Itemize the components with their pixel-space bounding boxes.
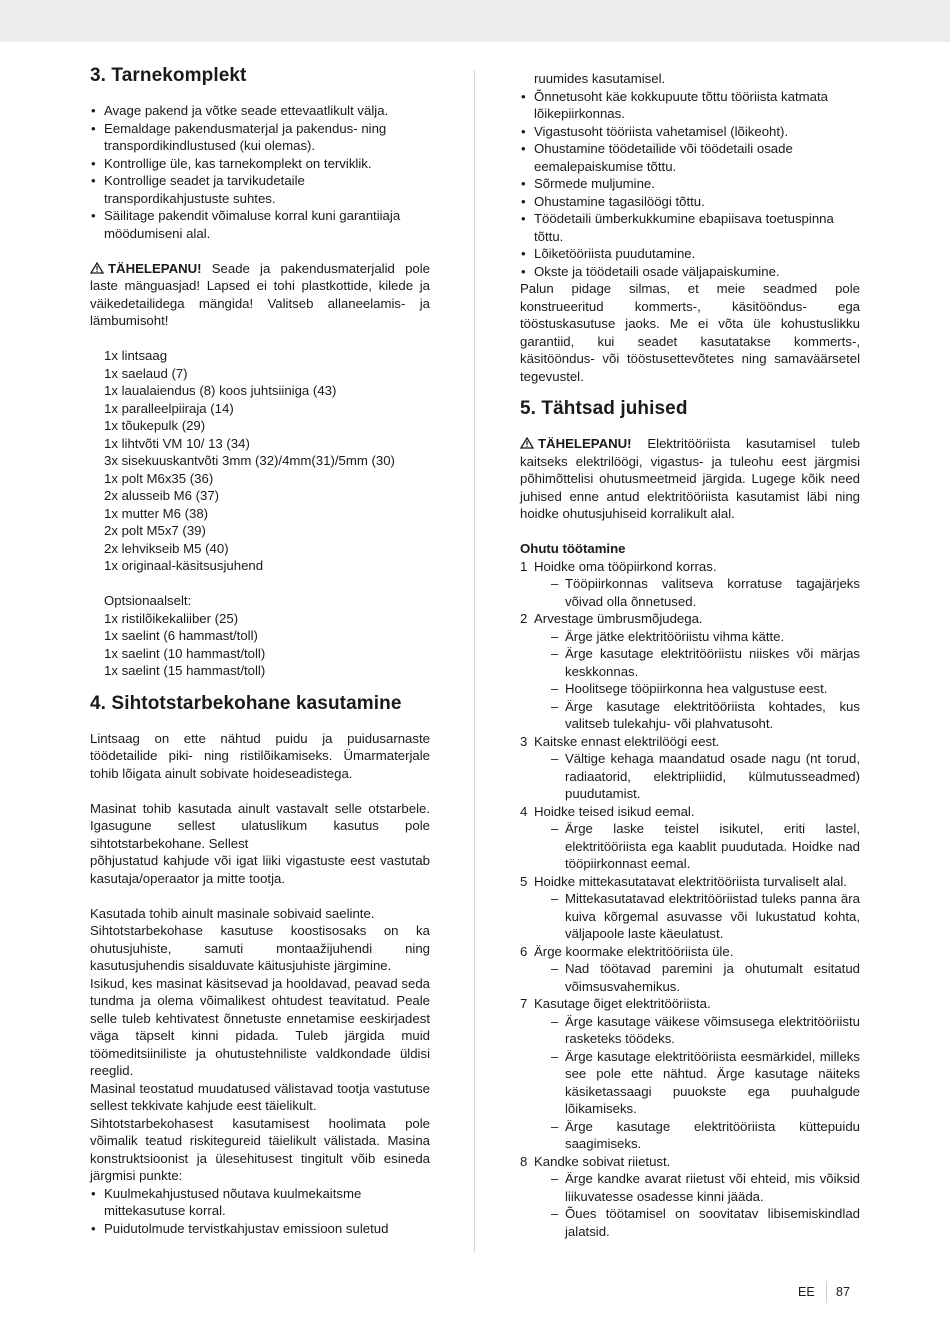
list-item: • Ohustamine tagasilöögi tõttu. — [520, 193, 860, 211]
left-column — [90, 64, 430, 1237]
list-item: 2x alusseib M6 (37) — [104, 488, 220, 503]
item-number: 4 — [520, 803, 528, 819]
list-item: 1x paralleelpiiraja (14) — [104, 400, 234, 416]
paragraph: Sihtotstarbekohase kasutuse koostisosaks on ka ohutusjuhiste, samuti montaažijuhendi ning kasutusjuhendis sisalduvate käitusjuhiste järgimine. — [90, 923, 430, 973]
continuation-line: ruumides kasutamisel. — [534, 71, 666, 86]
list-item: 1x saelaud (7) — [104, 365, 188, 381]
item-number: 2 — [520, 611, 528, 626]
item-number: 5 — [520, 873, 528, 889]
paragraph: Palun pidage silmas, et meie seadmed pole konstrueeritud kommerts-, käsitööndus- ega tööstuskasutuse jaoks. Me ei võta üle kohustuslikku garantiid, kui seadet kasutatakse kommerts-, käsitööndus- või tööstusettevõtetes ning samaväärsetel tegevustel. — [520, 281, 860, 384]
numbered-item — [520, 873, 860, 943]
paragraph: Masinat tohib kasutada ainult vastavalt selle otstarbele. Igasugune sellest ulatuslikum kasutus pole sihtotstarbekohane. Sellest — [90, 800, 430, 851]
list-item: • Avage pakend ja võtke seade ettevaatlikult välja. — [90, 102, 430, 120]
page-top-band — [0, 0, 950, 42]
item-number: 3 — [520, 733, 528, 749]
numbered-item — [520, 803, 860, 873]
list-item: 1x ristilõikekaliiber (25) — [104, 610, 239, 626]
item-number: 7 — [520, 996, 528, 1011]
list-item: 1x lintsaag — [104, 348, 168, 363]
item-text: Kandke sobivat riietust. — [534, 1153, 671, 1169]
subheading-safe-work: Ohutu töötamine — [520, 541, 626, 556]
section-4-bullet-list — [90, 1185, 430, 1238]
item-number: 8 — [520, 1153, 528, 1169]
list-item: – Ärge laske teistel isikutel, eriti lastel, elektritööriista ega kaablit puudutada. Hoidke nad tööpiirkonnast eemal. — [551, 820, 860, 873]
risk-bullet-list — [520, 88, 860, 281]
warning-label: TÄHELEPANU! — [538, 436, 632, 451]
list-item: 2x lehvikseib M5 (40) — [104, 540, 229, 556]
paragraph: Masinal teostatud muudatused välistavad tootja vastutuse sellest tekkivate kahjude eest täielikult. — [90, 1080, 430, 1113]
list-item: – Mittekasutatavad elektritööriistad tuleks panna ära kuiva kõrgemal asuvasse või lukustatud kohta, väljapoole laste käeulatust. — [551, 890, 860, 943]
warning-label: TÄHELEPANU! — [108, 260, 202, 276]
paragraph: Isikud, kes masinat käsitsevad ja hooldavad, peavad seda tundma ja olema võimalikest ohtudest teavitatud. Peale selle tuleb kehtivatest õnnetuste ennetamise eeskirjadest väga täpselt kinni pidada. Tuleb järgida muid töömeditsiiniliste ja ohutustehniliste valdkondade üldisi reeglid. — [90, 975, 430, 1078]
list-item: 1x polt M6x35 (36) — [104, 470, 214, 486]
list-item: – Ärge jätke elektritööriistu vihma kätte. — [551, 628, 860, 646]
item-text: Hoidke mittekasutatavat elektritööriista turvaliselt alal. — [534, 873, 847, 889]
delivery-items-list — [90, 347, 430, 680]
sub-list — [533, 960, 860, 995]
list-item: 2x polt M5x7 (39) — [104, 523, 206, 538]
section-3-heading: 3. Tarnekomplekt — [90, 65, 247, 86]
list-item: 1x mutter M6 (38) — [104, 505, 209, 521]
list-item: 1x originaal-käsitsusjuhend — [104, 558, 264, 573]
list-item: • Ohustamine töödetailide või töödetaili osade eemalepaiskumise tõttu. — [520, 140, 860, 175]
list-item: – Nad töötavad paremini ja ohutumalt esitatud võimsusvahemikus. — [551, 960, 860, 995]
section-4-heading: 4. Sihtotstarbekohane kasutamine — [90, 692, 402, 714]
list-item: – Ärge kasutage väikese võimsusega elektritööriistu rasketeks töödeks. — [551, 1013, 860, 1048]
warning-triangle-icon — [520, 436, 534, 448]
sub-list — [533, 575, 860, 610]
paragraph: Sihtotstarbekohasest kasutamisest hoolimata pole võimalik teatud riskitegureid täielikult välistada. Masina konstruktsioonist ja ülesehitusest tingitult võib esineda järgmisi punkte: — [90, 1115, 430, 1183]
sub-list — [533, 750, 860, 803]
warning-text: Elektritööriista kasutamisel tuleb kaitseks elektrilöögi, vigastus- ja tuleohu eest järgmisi põhimõttelisi ohutusmeetmeid järgida. Lugege kõik need juhised enne antud elektritööriista kasutamist läbi ning hoidke ohutusjuhiseid korralikult alal. — [520, 436, 860, 521]
section-3-warning — [90, 260, 430, 330]
list-item: 1x lihtvõti VM 10/ 13 (34) — [104, 435, 250, 451]
numbered-item — [520, 995, 860, 1153]
list-item: – Ärge kasutage elektritööriista kohtades, kus valitseb tulekahju- või plahvatusoht. — [551, 698, 860, 733]
item-text: Hoidke oma tööpiirkond korras. — [534, 558, 717, 574]
list-item: • Töödetaili ümberkukkumine ebapiisava toetuspinna tõttu. — [520, 210, 860, 245]
numbered-item — [520, 558, 860, 611]
item-number: 1 — [520, 558, 528, 574]
list-item: 1x saelint (6 hammast/toll) — [104, 628, 258, 643]
warning-text: Seade ja pakendusmaterjalid pole laste mänguasjad! Lapsed ei tohi plastkottide, kilede ja väikedetailidega mängida! Valitseb allaneelamis- ja lämbumisoht! — [90, 260, 430, 328]
list-item: – Tööpiirkonnas valitseva korratuse tagajärjeks võivad olla õnnetused. — [551, 575, 860, 610]
numbered-item — [520, 1153, 860, 1241]
list-item: – Vältige kehaga maandatud osade nagu (nt torud, radiaatorid, elektripliidid, külmutusseadmed) puudutamist. — [551, 750, 860, 803]
item-text: Kasutage õiget elektritööriista. — [534, 996, 711, 1011]
list-item: – Hoolitsege tööpiirkonna hea valgustuse eest. — [551, 680, 860, 698]
list-item: 1x laualaiendus (8) koos juhtsiiniga (43) — [104, 383, 337, 398]
sub-list — [533, 1013, 860, 1153]
sub-list — [533, 1170, 860, 1240]
list-item: 3x sisekuuskantvõti 3mm (32)/4mm(31)/5mm (30) — [104, 453, 395, 468]
list-item: – Ärge kasutage elektritööriista küttepuidu saagimiseks. — [551, 1118, 860, 1153]
warning-triangle-icon — [90, 261, 104, 273]
list-item: 1x saelint (15 hammast/toll) — [104, 663, 266, 678]
list-item: 1x tõukepulk (29) — [104, 418, 206, 433]
list-item: • Säilitage pakendit võimaluse korral kuni garantiiaja möödumiseni alal. — [90, 207, 430, 242]
item-text: Ärge koormake elektritööriista üle. — [534, 943, 734, 959]
safety-numbered-list — [520, 558, 860, 1241]
sub-list — [533, 890, 860, 943]
numbered-item — [520, 943, 860, 996]
list-item: – Õues töötamisel on soovitatav libisemiskindlad jalatsid. — [551, 1205, 860, 1240]
item-number: 6 — [520, 943, 528, 959]
section-5-heading: 5. Tähtsad juhised — [520, 398, 688, 419]
list-item: • Kontrollige seadet ja tarvikudetaile transpordikahjustuste suhtes. — [90, 172, 430, 207]
list-item: • Eemaldage pakendusmaterjal ja pakendus- ning transpordikindlustused (kui olemas). — [90, 120, 430, 155]
list-item: • Vigastusoht tööriista vahetamisel (lõikeoht). — [520, 123, 860, 141]
page-footer — [0, 1284, 950, 1304]
column-divider — [474, 70, 475, 1252]
right-column — [520, 70, 860, 1240]
item-text: Kaitske ennast elektrilöögi eest. — [534, 733, 720, 749]
footer-divider — [826, 1281, 827, 1303]
list-item: – Ärge kandke avarat riietust või ehteid, mis võiksid liikuvatesse osadesse kinni jääda. — [551, 1170, 860, 1205]
sub-list — [533, 820, 860, 873]
section-5-warning — [520, 435, 860, 523]
list-item: • Kuulmekahjustused nõutava kuulmekaitsme mittekasutuse korral. — [90, 1185, 430, 1220]
optional-label: Optsionaalselt: — [104, 593, 192, 608]
item-text: Hoidke teised isikud eemal. — [534, 803, 695, 819]
list-item: – Ärge kasutage elektritööriista eesmärkidel, milleks see pole ette nähtud. Ärge kasutage näiteks käsiketassaagi puuokste ega puuhalgude lõikamiseks. — [551, 1048, 860, 1118]
item-text: Arvestage ümbrusmõjudega. — [534, 611, 703, 626]
list-item: – Ärge kasutage elektritööriistu niiskes või märjas keskkonnas. — [551, 645, 860, 680]
language-code: EE — [798, 1285, 815, 1299]
sub-list — [533, 628, 860, 733]
page-number: 87 — [836, 1285, 850, 1299]
paragraph: Kasutada tohib ainult masinale sobivaid saelinte. — [90, 905, 375, 921]
list-item: • Õnnetusoht käe kokkupuute tõttu tööriista katmata lõikepiirkonnas. — [520, 88, 860, 123]
section-3-bullet-list — [90, 102, 430, 242]
list-item: • Puidutolmude tervistkahjustav emissioon suletud — [90, 1220, 430, 1238]
paragraph: Lintsaag on ette nähtud puidu ja puidusarnaste töödetailide piki- ning ristilõikamiseks. Ümarmaterjale tohib lõigata ainult sobivate hoideseadistega. — [90, 730, 430, 781]
list-item: • Okste ja töödetaili osade väljapaiskumine. — [520, 263, 860, 281]
numbered-item — [520, 610, 860, 733]
numbered-item — [520, 733, 860, 803]
list-item: • Sõrmede muljumine. — [520, 175, 860, 193]
paragraph: põhjustatud kahjude või igat liiki vigastuste eest vastutab kasutaja/operaator ja mitte tootja. — [90, 853, 430, 886]
list-item: • Kontrollige üle, kas tarnekomplekt on terviklik. — [90, 155, 430, 173]
list-item: • Lõiketööriista puudutamine. — [520, 245, 860, 263]
list-item: 1x saelint (10 hammast/toll) — [104, 645, 266, 661]
